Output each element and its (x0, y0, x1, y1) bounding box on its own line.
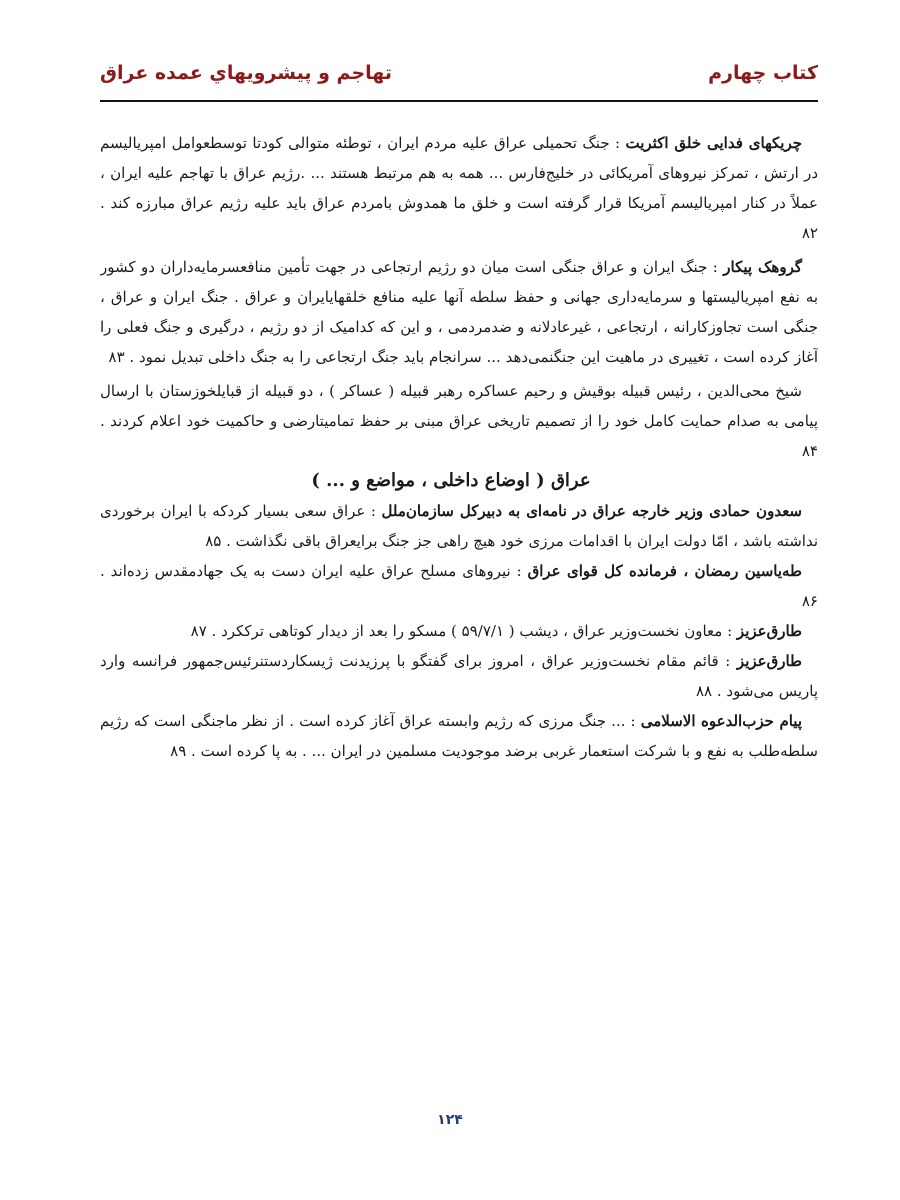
paragraph (100, 646, 818, 706)
paragraph (100, 706, 818, 766)
paragraph-speaker: پیام حزب‌الدعوه الاسلامی (640, 712, 802, 730)
paragraph-text: شیخ محی‌الدین ، رئیس قبیله بوقیش و رحیم عساکره رهبر قبیله ( عساکر ) ، دو قبیله از قبایلخوزستان با ارسال پیامی به صدام حمایت کامل خود را از تصمیم تاریخی عراق مبنی بر حفظ تمامیتارضی و حاکمیت خود اعلام کردند . ۸۴ (100, 382, 818, 460)
paragraph-speaker: طارق‌عزیز (736, 622, 802, 640)
paragraph-speaker: گروهک پیکار (723, 258, 802, 276)
paragraph-text: : جنگ ایران و عراق جنگی است میان دو رژیم ارتجاعی در جهت تأمین منافعسرمایه‌داران دو کشور به نفع امپریالیستها و سرمایه‌داری جهانی و حفظ سلطه آنها علیه منافع خلقهایایران و عراق . جنگ ایران و عراق ، جنگی است تجاوزکارانه ، ارتجاعی ، غیرعادلانه و ضدمردمی ، و این که کدامیک از دو رژیم ، درگیری و جنگ فعلی را آغاز کرده است ، تغییری در ماهیت این جنگنمی‌دهد ... سرانجام باید جنگ ارتجاعی را به جنگ داخلی تبدیل نمود . ۸۳ (100, 258, 818, 366)
section-title: عراق ( اوضاع داخلی ، مواضع و ... ) (311, 470, 591, 491)
paragraph-text: : ... جنگ مرزی که رژیم وابسته عراق آغاز کرده است . از نظر ماجنگی است که رژیم سلطه‌طلب به نفع و با شرکت استعمار غربی برضد موجودیت مسلمین در ایران ... . به پا کرده است . ۸۹ (100, 712, 818, 760)
paragraph (100, 496, 818, 556)
header-rule (100, 100, 818, 102)
header-book-label: کتاب چهارم (708, 62, 818, 84)
paragraph (100, 616, 818, 646)
paragraph-speaker: سعدون حمادی وزیر خارجه عراق در نامه‌ای به دبیرکل سازمان‌ملل (381, 502, 802, 520)
page-number: ۱۲۴ (437, 1112, 463, 1128)
header-book-title: تهاجم و پیشرویهاي عمده عراق (100, 62, 392, 84)
running-header (100, 56, 818, 90)
paragraph-text: : قائم مقام نخست‌وزیر عراق ، امروز برای گفتگو با پرزیدنت ژیسکاردستنرئیس‌جمهور فرانسه وارد پاریس می‌شود . ۸۸ (100, 652, 818, 700)
paragraph-speaker: طه‌یاسین رمضان ، فرمانده کل قوای عراق (527, 562, 802, 580)
paragraph (100, 376, 818, 466)
paragraph-speaker: چریکهای فدایی خلق اکثریت (625, 134, 802, 152)
paragraph-text: : معاون نخست‌وزیر عراق ، دیشب ( ۵۹/۷/۱ ) مسکو را بعد از دیدار کوتاهی ترککرد . ۸۷ (190, 622, 737, 640)
body-text (100, 128, 818, 1068)
paragraph (100, 252, 818, 372)
paragraph-text: : نیروهای مسلح عراق علیه ایران دست به یک جهادمقدس زده‌اند . ۸۶ (100, 562, 818, 610)
paragraph-text: : عراق سعی بسیار کردکه با ایران برخوردی نداشته باشد ، امّا دولت ایران با اقدامات مرزی خود هیچ راهی جز جنگ برایعراق باقی نگذاشت . ۸۵ (100, 502, 818, 550)
paragraph (100, 556, 818, 616)
paragraph (100, 128, 818, 248)
paragraph-text: : جنگ تحمیلی عراق علیه مردم ایران ، توطئه متوالی کودتا توسطعوامل امپریالیسم در ارتش ، تمرکز نیروهای آمریکائی در خلیج‌فارس ... همه به هم مرتبط هستند ... .رژیم عراق با تهاجم علیه ایران ، عملاً در کنار امپریالیسم آمریکا قرار گرفته است و خلق ما همدوش بامردم عراق باید علیه رژیم عراق مبارزه کند . ۸۲ (100, 134, 818, 242)
paragraph-speaker: طارق‌عزیز (736, 652, 802, 670)
